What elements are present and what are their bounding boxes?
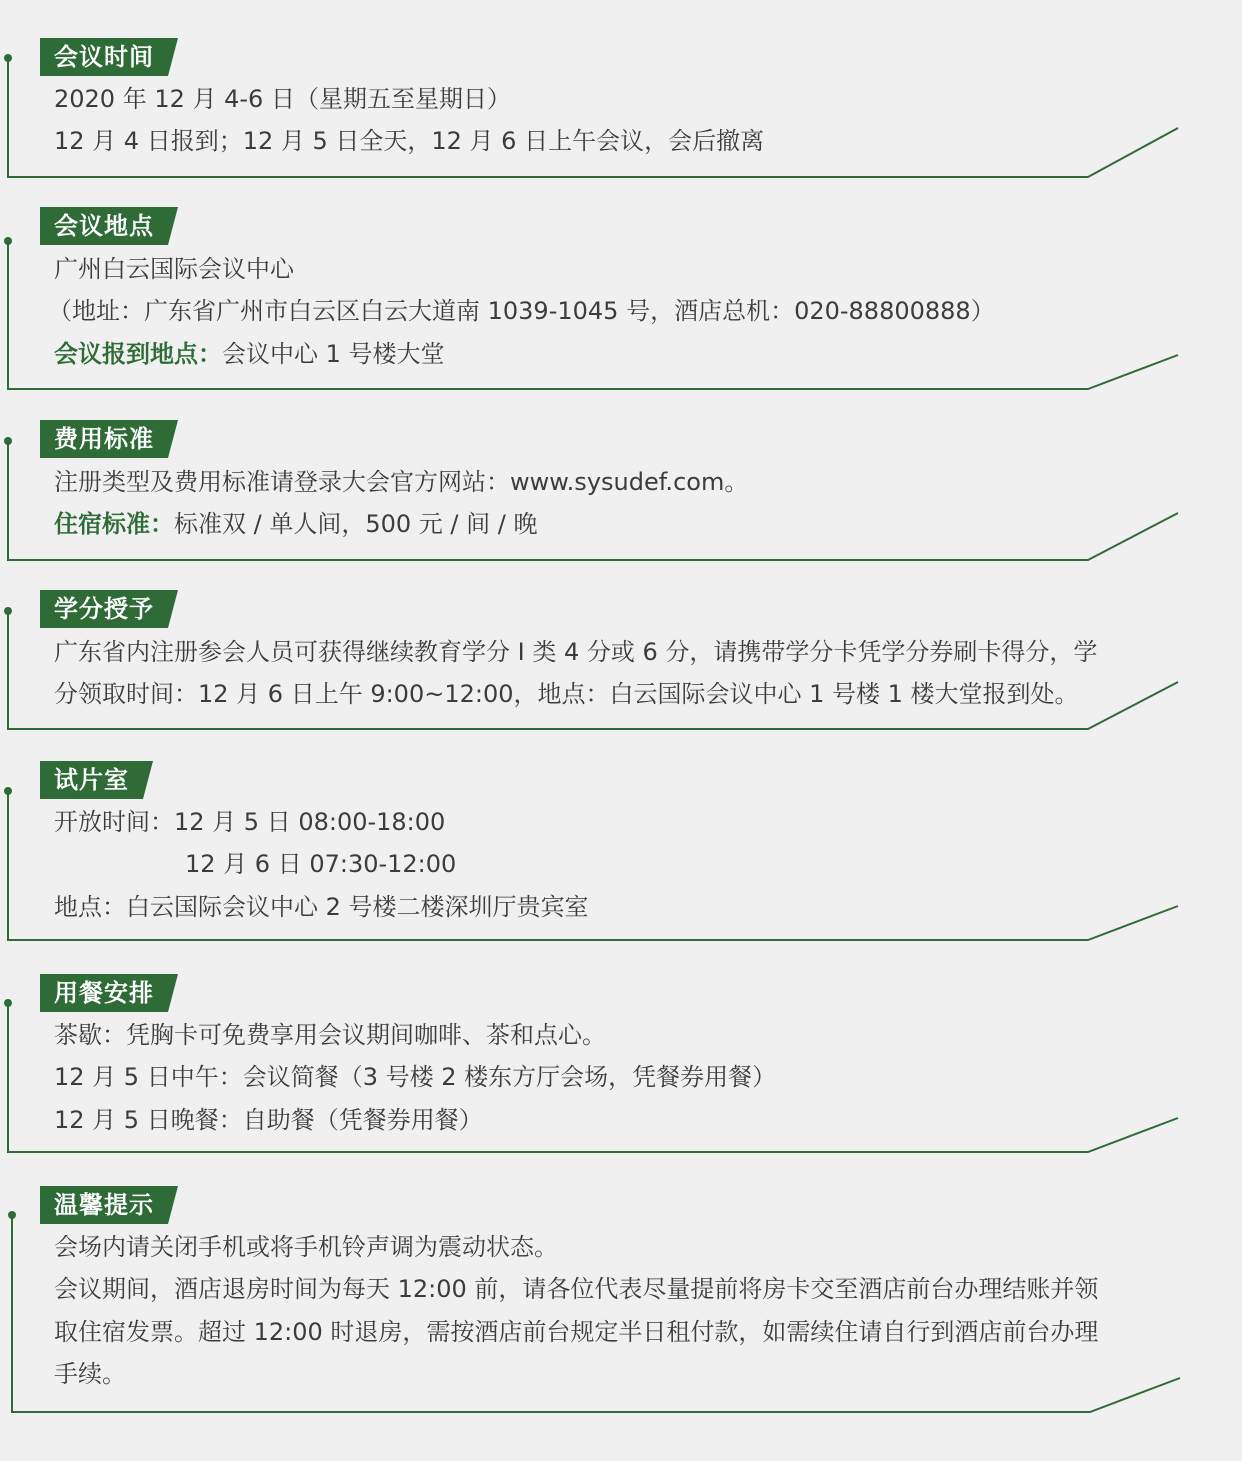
body-text: 注册类型及费用标准请登录大会官方网站：www.sysudef.com。 xyxy=(54,468,749,496)
body-text: 会议期间，酒店退房时间为每天 12:00 前，请各位代表尽量提前将房卡交至酒店前台办理结账并领 xyxy=(54,1275,1099,1303)
body-text: 茶歇：凭胸卡可免费享用会议期间咖啡、茶和点心。 xyxy=(54,1021,606,1049)
section-title: 学分授予 xyxy=(40,590,168,628)
highlight-label: 会议报到地点： xyxy=(54,340,222,368)
highlight-text: 标准双 / 单人间，500 元 / 间 / 晚 xyxy=(174,510,538,538)
body-text: 分领取时间：12 月 6 日上午 9:00~12:00，地点：白云国际会议中心 1 号楼 1 楼大堂报到处。 xyxy=(54,680,1079,708)
body-text: 地点：白云国际会议中心 2 号楼二楼深圳厅贵宾室 xyxy=(54,893,589,921)
body-text: 取住宿发票。超过 12:00 时退房，需按酒店前台规定半日租付款，如需续住请自行到酒店前台办理 xyxy=(54,1318,1099,1346)
section-title: 会议时间 xyxy=(40,38,168,76)
body-text: 12 月 5 日中午：会议简餐（3 号楼 2 楼东方厅会场，凭餐券用餐） xyxy=(54,1063,777,1091)
section-title: 会议地点 xyxy=(40,207,168,245)
body-text: 12 月 5 日晚餐：自助餐（凭餐券用餐） xyxy=(54,1106,483,1134)
section-title: 用餐安排 xyxy=(40,974,168,1012)
body-text: 12 月 4 日报到；12 月 5 日全天，12 月 6 日上午会议，会后撤离 xyxy=(54,127,765,155)
body-text: 2020 年 12 月 4-6 日（星期五至星期日） xyxy=(54,85,511,113)
section-title: 温馨提示 xyxy=(40,1186,168,1224)
body-text: 开放时间：12 月 5 日 08:00-18:00 xyxy=(54,808,446,836)
body-text: 广东省内注册参会人员可获得继续教育学分 I 类 4 分或 6 分，请携带学分卡凭学分券刷卡得分，学 xyxy=(54,638,1098,666)
section-title: 费用标准 xyxy=(40,420,168,458)
highlight-label: 住宿标准： xyxy=(54,510,174,538)
highlight-text: 会议中心 1 号楼大堂 xyxy=(222,340,445,368)
body-text: 会场内请关闭手机或将手机铃声调为震动状态。 xyxy=(54,1233,558,1261)
body-text: 手续。 xyxy=(54,1360,126,1388)
body-text: 12 月 6 日 07:30-12:00 xyxy=(185,850,457,878)
body-text: （地址：广东省广州市白云区白云大道南 1039-1045 号，酒店总机：020-88800888） xyxy=(48,297,995,325)
body-text: 广州白云国际会议中心 xyxy=(54,255,294,283)
section-title: 试片室 xyxy=(40,761,143,799)
